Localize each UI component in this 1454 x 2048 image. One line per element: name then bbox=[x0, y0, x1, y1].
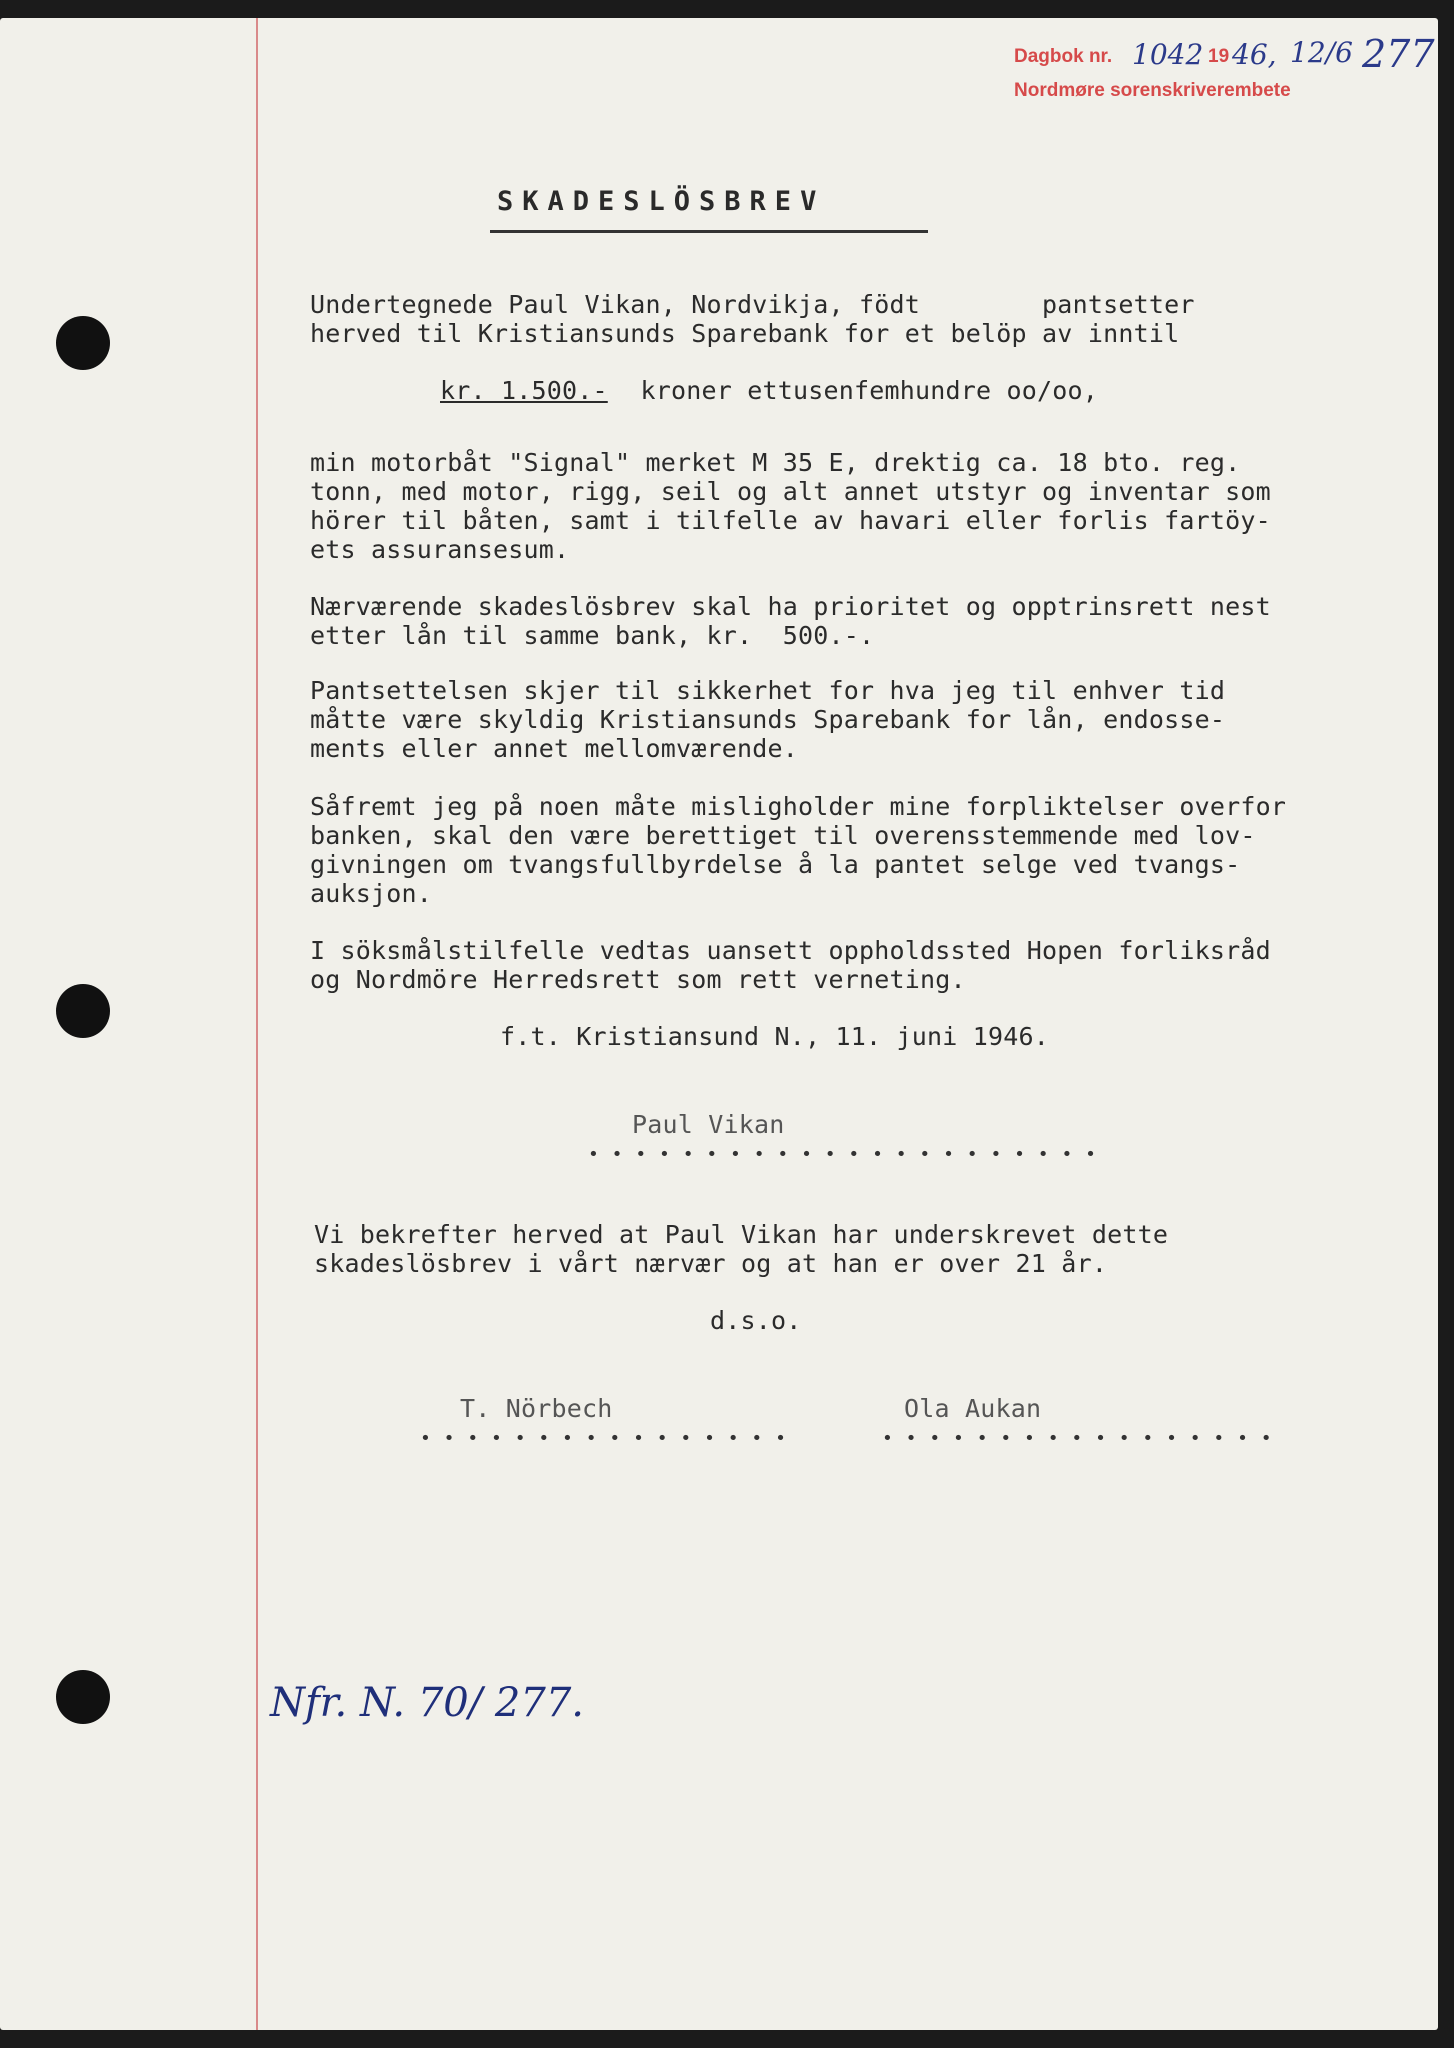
signer-name: Paul Vikan bbox=[632, 1110, 785, 1139]
p4-line-2: måtte være skyldig Kristiansunds Sparebank for lån, endosse- bbox=[310, 705, 1226, 734]
p6-line-1: I söksmålstilfelle vedtas uansett oppholdssted Hopen forliksråd bbox=[310, 936, 1271, 965]
document-page bbox=[0, 18, 1438, 2030]
p5-line-2: banken, skal den være berettiget til overensstemmende med lov- bbox=[310, 821, 1256, 850]
handwritten-year: 46, bbox=[1232, 38, 1277, 71]
witness-1-dots: • • • • • • • • • • • • • • • • bbox=[420, 1428, 787, 1449]
margin-rule bbox=[256, 18, 258, 2030]
witness-line-1: Vi bekrefter herved at Paul Vikan har underskrevet dette bbox=[314, 1220, 1169, 1249]
handwritten-date: 12/6 bbox=[1290, 36, 1353, 69]
p3-line-2: etter lån til samme bank, kr. 500.-. bbox=[310, 621, 875, 650]
place-date: f.t. Kristiansund N., 11. juni 1946. bbox=[500, 1022, 1050, 1051]
p5-line-1: Såfremt jeg på noen måte misligholder mine forpliktelser overfor bbox=[310, 792, 1287, 821]
p1-line-2: herved til Kristiansunds Sparebank for et belöp av inntil bbox=[310, 319, 1180, 348]
p2-line-3: hörer til båten, samt i tilfelle av havari eller forlis fartöy- bbox=[310, 506, 1271, 535]
witness-2-dots: • • • • • • • • • • • • • • • • • bbox=[882, 1428, 1273, 1449]
signature-dots: • • • • • • • • • • • • • • • • • • • • • • bbox=[588, 1144, 1097, 1165]
p1-line-1: Undertegnede Paul Vikan, Nordvikja, födt pantsetter bbox=[310, 290, 1195, 319]
witness-2-name: Ola Aukan bbox=[904, 1394, 1042, 1423]
p5-line-4: auksjon. bbox=[310, 879, 433, 908]
stamp-line2: Nordmøre sorenskriverembete bbox=[1014, 80, 1291, 101]
p4-line-1: Pantsettelsen skjer til sikkerhet for hva jeg til enhver tid bbox=[310, 676, 1226, 705]
handwritten-journal-no: 1042 bbox=[1132, 38, 1204, 71]
amount-words: kroner ettusenfemhundre oo/oo, bbox=[610, 376, 1099, 405]
handwritten-page-no: 277 bbox=[1362, 32, 1435, 76]
witness-1-name: T. Nörbech bbox=[460, 1394, 613, 1423]
handwritten-footer-note: Nfr. N. 70/ 277. bbox=[270, 1680, 584, 1726]
p2-line-1: min motorbåt "Signal" merket M 35 E, drektig ca. 18 bto. reg. bbox=[310, 448, 1241, 477]
title-underline bbox=[490, 230, 928, 233]
p3-line-1: Nærværende skadeslösbrev skal ha prioritet og opptrinsrett nest bbox=[310, 592, 1271, 621]
document-title: SKADESLÖSBREV bbox=[497, 186, 826, 217]
punch-hole-middle bbox=[56, 984, 110, 1038]
stamp-year-prefix: 19 bbox=[1208, 46, 1230, 67]
p2-line-4: ets assuransesum. bbox=[310, 535, 570, 564]
amount-figure: kr. 1.500.- bbox=[440, 376, 608, 405]
witness-line-2: skadeslösbrev i vårt nærvær og at han er over 21 år. bbox=[314, 1249, 1108, 1278]
p5-line-3: givningen om tvangsfullbyrdelse å la pantet selge ved tvangs- bbox=[310, 850, 1241, 879]
p6-line-2: og Nordmöre Herredsrett som rett verneting. bbox=[310, 965, 966, 994]
p4-line-3: ments eller annet mellomværende. bbox=[310, 734, 799, 763]
dso-abbrev: d.s.o. bbox=[710, 1306, 802, 1335]
punch-hole-top bbox=[56, 316, 110, 370]
p2-line-2: tonn, med motor, rigg, seil og alt annet utstyr og inventar som bbox=[310, 477, 1271, 506]
stamp-line1-prefix: Dagbok nr. bbox=[1014, 46, 1113, 67]
punch-hole-bottom bbox=[56, 1670, 110, 1724]
